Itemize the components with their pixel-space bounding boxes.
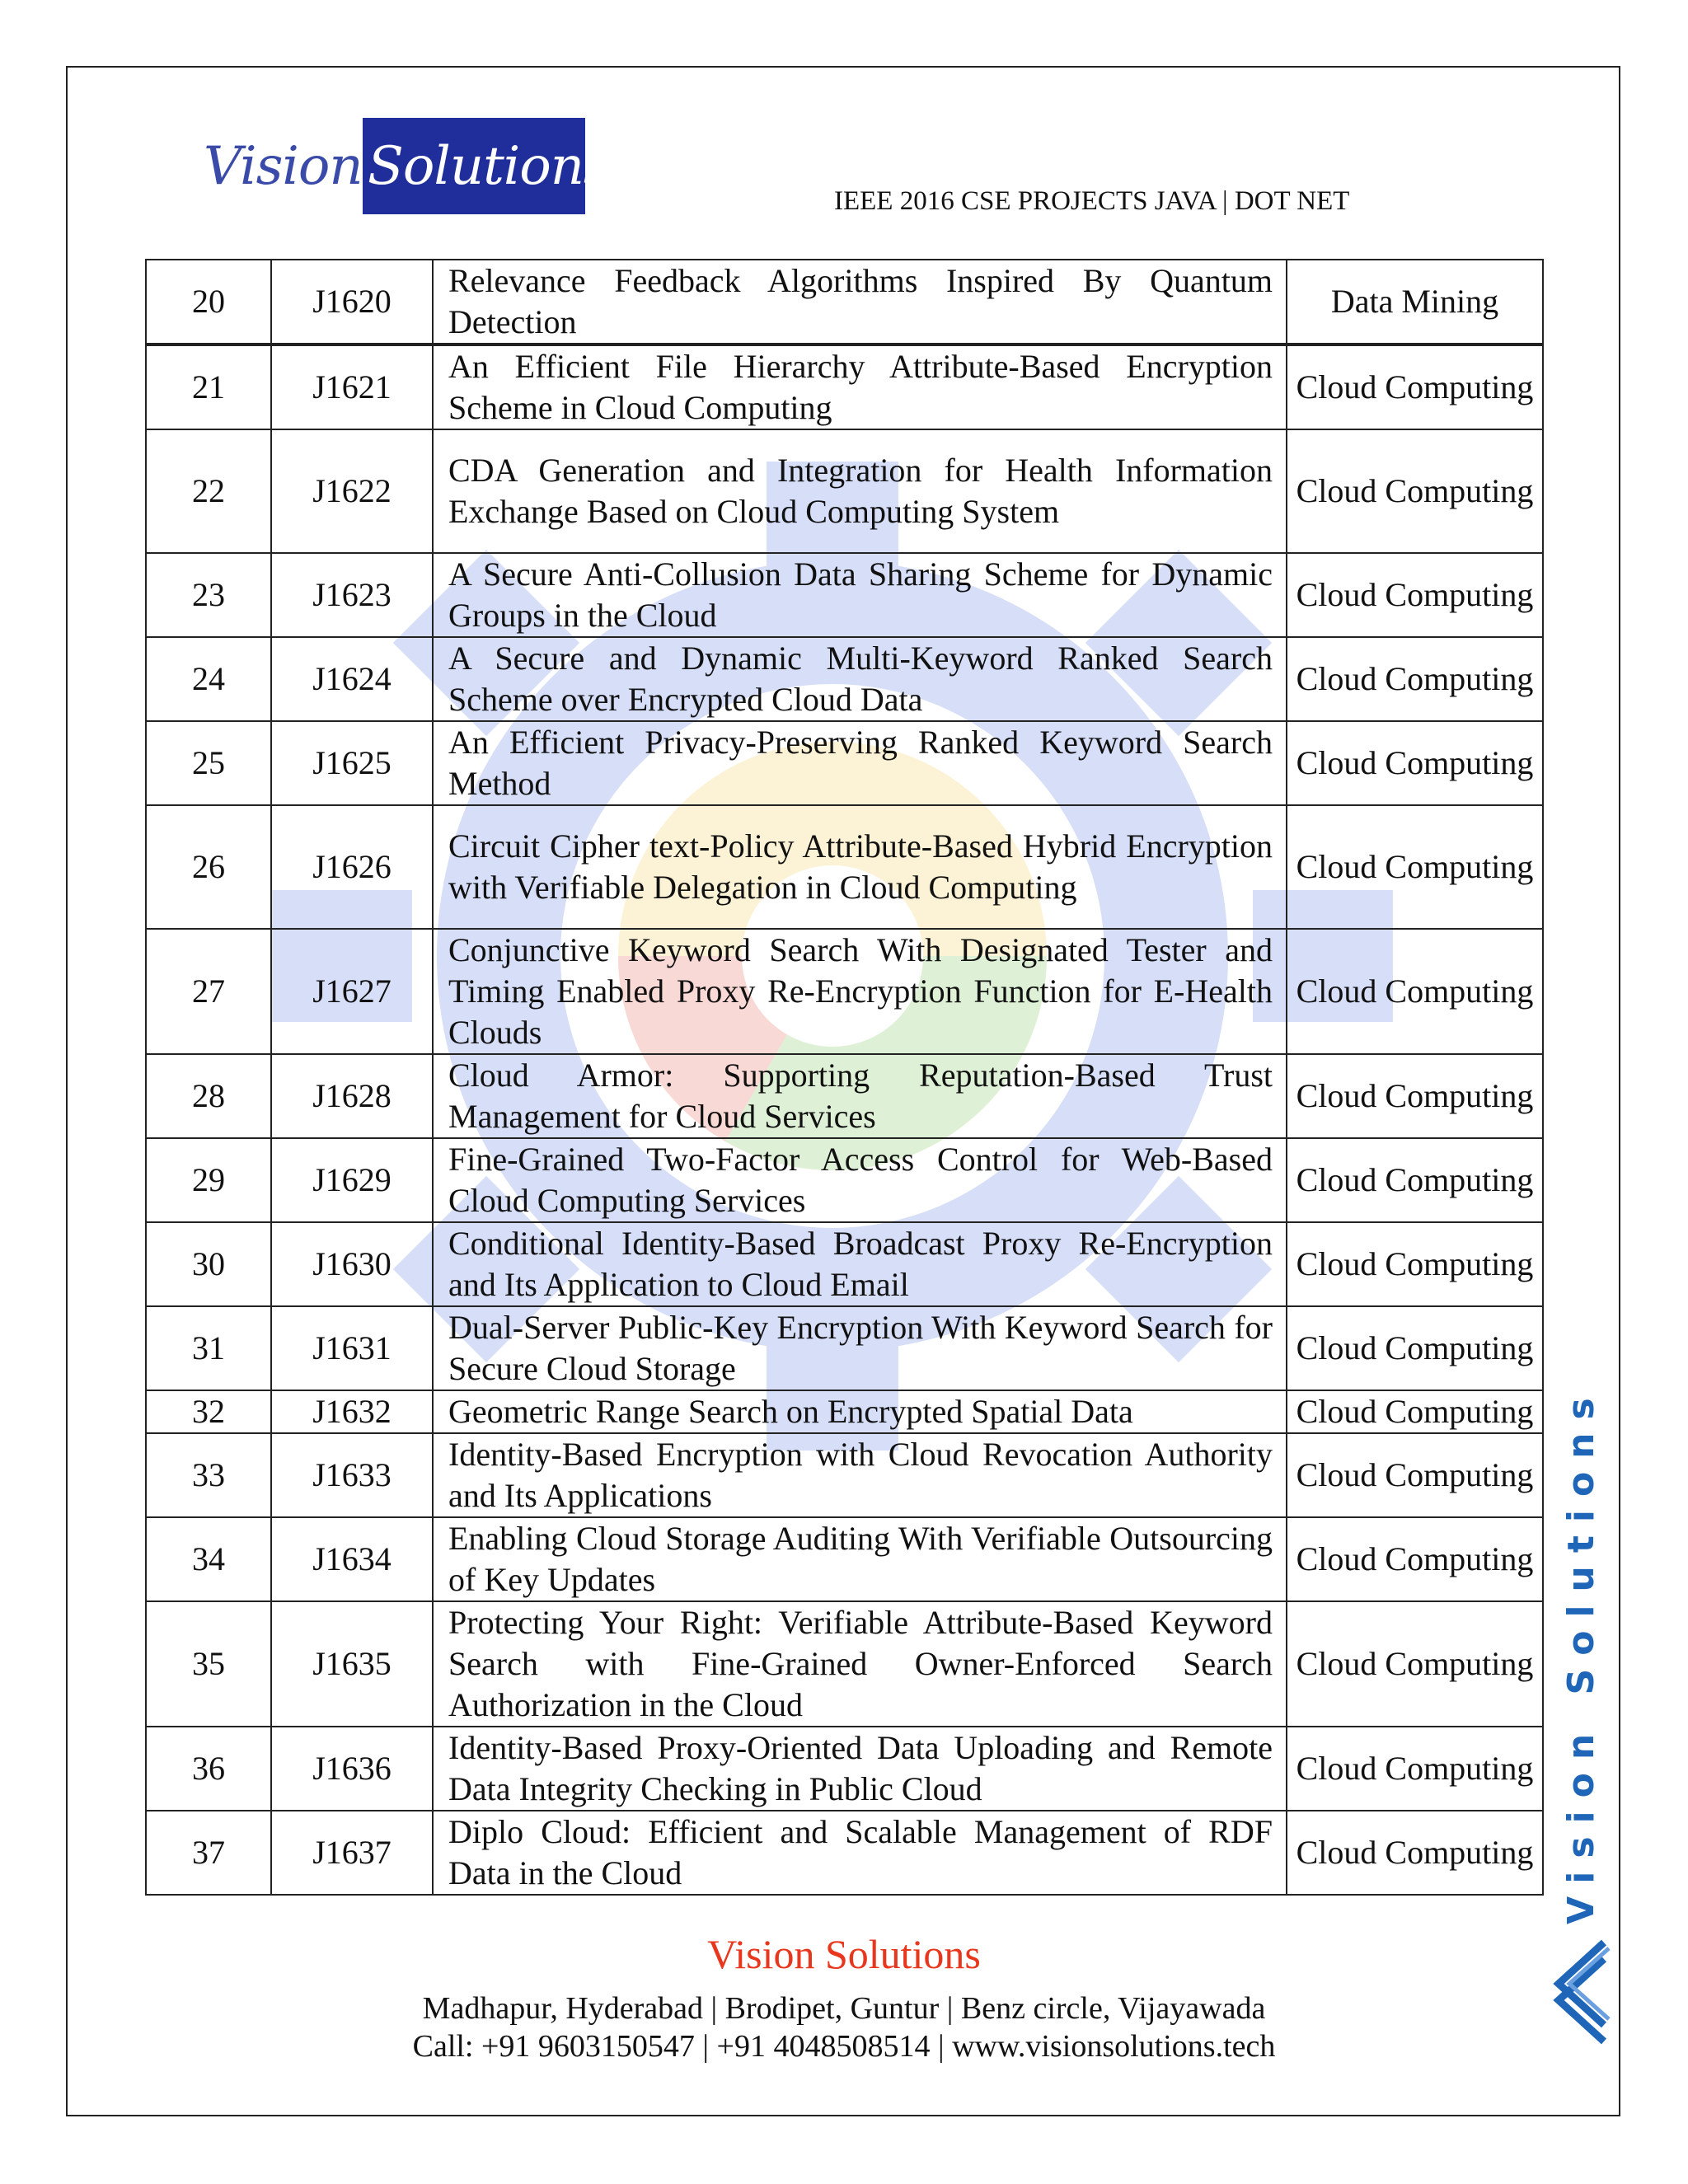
project-domain-text: Cloud Computing (1296, 1540, 1534, 1577)
logo-right-text: Solutions (368, 136, 610, 197)
table-row (146, 1601, 1543, 1727)
project-domain-cell (1287, 1222, 1543, 1306)
project-title-text: Diplo Cloud: Efficient and Scalable Management of RDF Data in the Cloud (448, 1813, 1273, 1891)
table-row (146, 1054, 1543, 1138)
project-code-text: J1634 (312, 1540, 392, 1577)
project-title-cell (433, 429, 1287, 553)
project-title-cell (433, 1433, 1287, 1517)
project-number-text: 33 (192, 1456, 225, 1493)
chevrons-down-icon (1546, 1938, 1612, 2046)
project-domain-text: Cloud Computing (1296, 576, 1534, 613)
project-domain-text: Cloud Computing (1296, 1456, 1534, 1493)
project-number-cell (146, 553, 271, 637)
project-title-text: An Efficient Privacy-Preserving Ranked Keyword Search Method (448, 724, 1273, 802)
project-title-text: Identity-Based Proxy-Oriented Data Uploading and Remote Data Integrity Checking in Public Cloud (448, 1729, 1273, 1807)
project-code-cell (271, 1601, 433, 1727)
project-domain-cell (1287, 721, 1543, 805)
project-domain-cell (1287, 1306, 1543, 1390)
project-number-cell (146, 1054, 271, 1138)
project-number-text: 25 (192, 744, 225, 781)
table-row (146, 1517, 1543, 1601)
projects-table-body (146, 260, 1543, 1895)
table-row (146, 1433, 1543, 1517)
project-title-cell (433, 1138, 1287, 1222)
project-number-cell (146, 1306, 271, 1390)
project-code-cell (271, 721, 433, 805)
project-title-cell (433, 1390, 1287, 1433)
project-domain-text: Cloud Computing (1296, 848, 1534, 885)
project-domain-text: Data Mining (1330, 283, 1499, 320)
project-title-cell (433, 1054, 1287, 1138)
project-code-text: J1628 (312, 1077, 392, 1114)
project-domain-cell (1287, 805, 1543, 929)
table-row (146, 1138, 1543, 1222)
project-number-cell (146, 1811, 271, 1895)
project-code-cell (271, 1517, 433, 1601)
project-code-text: J1625 (312, 744, 392, 781)
projects-table (145, 259, 1544, 1896)
project-code-cell (271, 553, 433, 637)
project-number-cell (146, 1517, 271, 1601)
project-code-cell (271, 637, 433, 721)
project-title-text: A Secure and Dynamic Multi-Keyword Ranked Search Scheme over Encrypted Cloud Data (448, 640, 1273, 718)
project-code-text: J1624 (312, 660, 392, 697)
table-row (146, 1390, 1543, 1433)
table-row (146, 805, 1543, 929)
table-row (146, 1306, 1543, 1390)
project-code-cell (271, 344, 433, 429)
project-domain-text: Cloud Computing (1296, 1645, 1534, 1682)
project-code-text: J1637 (312, 1834, 392, 1871)
project-code-text: J1635 (312, 1645, 392, 1682)
project-number-text: 26 (192, 848, 225, 885)
project-number-cell (146, 1727, 271, 1811)
project-title-text: Relevance Feedback Algorithms Inspired By Quantum Detection (448, 262, 1273, 340)
table-row (146, 929, 1543, 1054)
project-code-text: J1630 (312, 1245, 392, 1282)
project-number-cell (146, 344, 271, 429)
project-domain-text: Cloud Computing (1296, 472, 1534, 509)
project-code-cell (271, 1727, 433, 1811)
table-row (146, 429, 1543, 553)
project-title-text: An Efficient File Hierarchy Attribute-Based Encryption Scheme in Cloud Computing (448, 348, 1273, 426)
project-number-text: 28 (192, 1077, 225, 1114)
table-row (146, 1727, 1543, 1811)
project-code-cell (271, 260, 433, 344)
project-code-cell (271, 429, 433, 553)
project-code-cell (271, 1138, 433, 1222)
project-code-cell (271, 1222, 433, 1306)
project-title-cell (433, 721, 1287, 805)
project-number-cell (146, 260, 271, 344)
project-title-cell (433, 553, 1287, 637)
project-code-text: J1626 (312, 848, 392, 885)
project-number-text: 30 (192, 1245, 225, 1282)
table-row (146, 1222, 1543, 1306)
project-number-cell (146, 1390, 271, 1433)
project-code-text: J1627 (312, 972, 392, 1010)
project-title-text: Cloud Armor: Supporting Reputation-Based Trust Management for Cloud Services (448, 1057, 1273, 1135)
project-domain-cell (1287, 1433, 1543, 1517)
table-row (146, 637, 1543, 721)
project-number-cell (146, 1433, 271, 1517)
project-title-cell (433, 1306, 1287, 1390)
project-title-text: A Secure Anti-Collusion Data Sharing Scheme for Dynamic Groups in the Cloud (448, 555, 1273, 634)
logo-left-panel (202, 118, 363, 214)
project-domain-text: Cloud Computing (1296, 660, 1534, 697)
project-code-cell (271, 1811, 433, 1895)
project-title-cell (433, 344, 1287, 429)
project-domain-cell (1287, 1727, 1543, 1811)
project-domain-cell (1287, 1138, 1543, 1222)
project-domain-cell (1287, 553, 1543, 637)
project-title-cell (433, 1811, 1287, 1895)
project-number-text: 36 (192, 1750, 225, 1787)
project-title-text: Identity-Based Encryption with Cloud Revocation Authority and Its Applications (448, 1436, 1273, 1514)
project-title-cell (433, 1517, 1287, 1601)
footer-brand: Vision Solutions (707, 1931, 981, 1977)
project-title-text: CDA Generation and Integration for Health Information Exchange Based on Cloud Computing System (448, 452, 1273, 530)
project-domain-cell (1287, 1054, 1543, 1138)
project-number-text: 21 (192, 368, 225, 405)
project-domain-text: Cloud Computing (1296, 1834, 1534, 1871)
project-title-text: Circuit Cipher text-Policy Attribute-Based Hybrid Encryption with Verifiable Delegation in Cloud Computing (448, 827, 1273, 906)
project-title-text: Conjunctive Keyword Search With Designated Tester and Timing Enabled Proxy Re-Encryption Function for E-Health Clouds (448, 931, 1273, 1051)
project-title-text: Dual-Server Public-Key Encryption With Keyword Search for Secure Cloud Storage (448, 1309, 1273, 1387)
project-code-cell (271, 1306, 433, 1390)
project-number-cell (146, 805, 271, 929)
project-title-text: Conditional Identity-Based Broadcast Proxy Re-Encryption and Its Application to Cloud Email (448, 1225, 1273, 1303)
project-number-cell (146, 637, 271, 721)
project-domain-text: Cloud Computing (1296, 744, 1534, 781)
project-domain-text: Cloud Computing (1296, 1329, 1534, 1366)
table-row (146, 553, 1543, 637)
project-title-cell (433, 929, 1287, 1054)
logo-left-text: Vision (204, 136, 363, 197)
side-brand-label: Vision Solutions (1560, 1385, 1602, 1924)
project-domain-text: Cloud Computing (1296, 1245, 1534, 1282)
project-domain-text: Cloud Computing (1296, 1750, 1534, 1787)
project-title-cell (433, 260, 1287, 344)
project-code-text: J1621 (312, 368, 392, 405)
project-title-cell (433, 805, 1287, 929)
project-number-text: 31 (192, 1329, 225, 1366)
project-domain-cell (1287, 1601, 1543, 1727)
project-number-cell (146, 721, 271, 805)
project-domain-cell (1287, 1390, 1543, 1433)
project-number-text: 20 (192, 283, 225, 320)
project-domain-text: Cloud Computing (1296, 1393, 1534, 1430)
project-number-text: 37 (192, 1834, 225, 1871)
project-domain-text: Cloud Computing (1296, 368, 1534, 405)
project-title-cell (433, 1222, 1287, 1306)
table-row (146, 344, 1543, 429)
project-domain-cell (1287, 344, 1543, 429)
table-row (146, 721, 1543, 805)
project-domain-text: Cloud Computing (1296, 972, 1534, 1010)
table-row (146, 1811, 1543, 1895)
project-title-text: Enabling Cloud Storage Auditing With Verifiable Outsourcing of Key Updates (448, 1520, 1273, 1598)
logo-right-panel (363, 118, 610, 214)
project-domain-cell (1287, 429, 1543, 553)
project-number-text: 29 (192, 1161, 225, 1198)
project-number-text: 27 (192, 972, 225, 1010)
project-domain-text: Cloud Computing (1296, 1077, 1534, 1114)
project-title-cell (433, 637, 1287, 721)
project-title-cell (433, 1601, 1287, 1727)
project-code-cell (271, 805, 433, 929)
project-number-text: 34 (192, 1540, 225, 1577)
project-code-text: J1620 (312, 283, 392, 320)
footer-contact: Call: +91 9603150547 | +91 4048508514 | www.visionsolutions.tech (412, 2029, 1276, 2064)
project-code-cell (271, 1054, 433, 1138)
project-domain-cell (1287, 260, 1543, 344)
project-number-cell (146, 929, 271, 1054)
project-title-text: Protecting Your Right: Verifiable Attribute-Based Keyword Search with Fine-Grained Owner-Enforced Search Authorization in the Cloud (448, 1604, 1273, 1723)
project-number-text: 23 (192, 576, 225, 613)
project-number-text: 22 (192, 472, 225, 509)
project-domain-cell (1287, 1517, 1543, 1601)
project-number-cell (146, 429, 271, 553)
project-number-text: 35 (192, 1645, 225, 1682)
project-domain-cell (1287, 637, 1543, 721)
project-code-cell (271, 1390, 433, 1433)
project-title-cell (433, 1727, 1287, 1811)
project-number-cell (146, 1222, 271, 1306)
project-code-text: J1636 (312, 1750, 392, 1787)
project-code-text: J1632 (312, 1393, 392, 1430)
project-number-text: 24 (192, 660, 225, 697)
project-code-cell (271, 929, 433, 1054)
project-number-cell (146, 1138, 271, 1222)
table-row (146, 260, 1543, 344)
project-code-text: J1631 (312, 1329, 392, 1366)
project-domain-text: Cloud Computing (1296, 1161, 1534, 1198)
project-title-text: Fine-Grained Two-Factor Access Control for Web-Based Cloud Computing Services (448, 1141, 1273, 1219)
project-code-cell (271, 1433, 433, 1517)
vision-solutions-logo (202, 118, 610, 214)
footer-locations: Madhapur, Hyderabad | Brodipet, Guntur | Benz circle, Vijayawada (422, 1991, 1266, 2026)
project-title-text: Geometric Range Search on Encrypted Spatial Data (448, 1393, 1133, 1430)
project-number-cell (146, 1601, 271, 1727)
project-code-text: J1629 (312, 1161, 392, 1198)
project-domain-cell (1287, 929, 1543, 1054)
project-code-text: J1623 (312, 576, 392, 613)
project-code-text: J1622 (312, 472, 392, 509)
header-subtitle: IEEE 2016 CSE PROJECTS JAVA | DOT NET (834, 186, 1350, 216)
project-code-text: J1633 (312, 1456, 392, 1493)
project-number-text: 32 (192, 1393, 225, 1430)
project-domain-cell (1287, 1811, 1543, 1895)
